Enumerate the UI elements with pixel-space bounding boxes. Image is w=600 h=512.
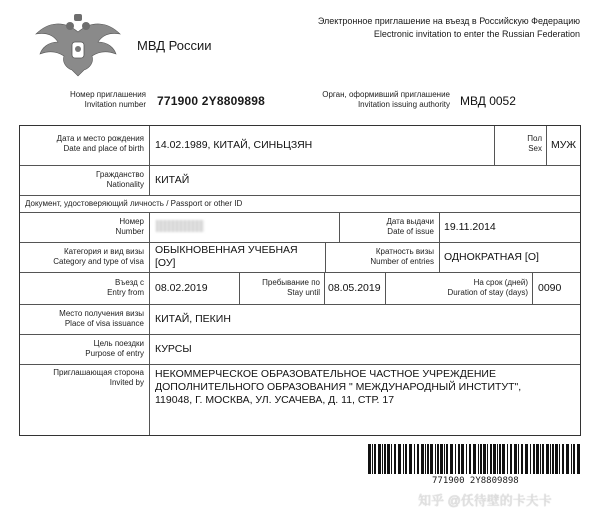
barcode-bar — [437, 444, 439, 474]
barcode-bar — [450, 444, 453, 474]
barcode-bar — [458, 444, 460, 474]
issuance-place-label: Место получения визы Place of visa issuance — [59, 309, 144, 328]
barcode-bar — [398, 444, 401, 474]
barcode-bar — [425, 444, 426, 474]
barcode-bar — [478, 444, 479, 474]
entry-from-label: Въезд с Entry from — [107, 278, 144, 297]
barcode-bar — [530, 444, 531, 474]
barcode-bar — [387, 444, 390, 474]
barcode-bar — [536, 444, 539, 474]
barcode-bar — [540, 444, 541, 474]
invitation-form-table — [19, 125, 581, 436]
authority-title: МВД России — [137, 38, 212, 53]
barcode-bar — [487, 444, 488, 474]
passport-number-label: Номер Number — [115, 217, 144, 236]
barcode-bar — [368, 444, 371, 474]
entries-value: ОДНОКРАТНАЯ [О] — [444, 251, 539, 263]
issue-date-label: Дата выдачи Date of issue — [386, 217, 434, 236]
visa-type-value: ОБЫКНОВЕННАЯ УЧЕБНАЯ [ОУ] — [155, 244, 298, 269]
purpose-value: КУРСЫ — [155, 343, 192, 355]
invitation-number-value: 771900 2Y8809898 — [157, 94, 265, 108]
barcode-bar — [455, 444, 456, 474]
document-title-en: Electronic invitation to enter the Russian Federation — [373, 29, 580, 39]
barcode-bar — [573, 444, 575, 474]
duration-value: 0090 — [538, 282, 562, 294]
barcode-bar — [391, 444, 392, 474]
barcode-bar — [446, 444, 448, 474]
double-headed-eagle-emblem-icon — [34, 12, 122, 82]
inviter-label: Приглашающая сторона Invited by — [53, 368, 144, 387]
barcode-bar — [394, 444, 396, 474]
barcode-bar — [566, 444, 569, 474]
barcode-bar — [414, 444, 415, 474]
birth-label: Дата и место рождения Date and place of birth — [56, 134, 144, 153]
watermark-text: 知乎 @仸待壁的卡夫卡 — [418, 493, 552, 508]
nationality-value: КИТАЙ — [155, 174, 190, 186]
barcode-bar — [497, 444, 498, 474]
barcode-bar — [571, 444, 572, 474]
barcode-bar — [384, 444, 386, 474]
invitation-number-label: Номер приглашения Invitation number — [69, 90, 146, 109]
barcode-bar — [440, 444, 443, 474]
issuance-place-value: КИТАЙ, ПЕКИН — [155, 313, 231, 325]
barcode-bar — [510, 444, 512, 474]
passport-section-header: Документ, удостоверяющий личность / Passport or other ID — [25, 199, 243, 208]
barcode-bar — [480, 444, 482, 474]
barcode-bar — [483, 444, 486, 474]
sex-value: МУЖ — [551, 139, 577, 151]
barcode-bar — [374, 444, 376, 474]
nationality-label: Гражданство Nationality — [96, 170, 144, 189]
birth-value: 14.02.1989, КИТАЙ, СИНЬЦЗЯН — [155, 139, 313, 151]
barcode-bar — [378, 444, 381, 474]
passport-number-redacted — [156, 220, 204, 232]
barcode-bar — [409, 444, 412, 474]
barcode-bar — [382, 444, 383, 474]
issuing-authority-value: МВД 0052 — [460, 94, 516, 108]
stay-until-value: 08.05.2019 — [328, 282, 381, 294]
barcode-bar — [546, 444, 549, 474]
inviter-value: НЕКОММЕРЧЕСКОЕ ОБРАЗОВАТЕЛЬНОЕ ЧАСТНОЕ УЧРЕЖДЕНИЕ ДОПОЛНИТЕЛЬНОГО ОБРАЗОВАНИЯ " МЕЖДУНАРОДНЫЙ ИНСТИТУТ", 119048, Г. МОСКВА, УЛ. УСАЧЕВА, Д. 11, СТР. 17 — [155, 368, 522, 406]
barcode-image — [368, 444, 580, 474]
barcode-bar — [417, 444, 419, 474]
barcode-bar — [525, 444, 528, 474]
stay-until-label: Пребывание по Stay until — [262, 278, 320, 297]
duration-label: На срок (дней) Duration of stay (days) — [447, 278, 528, 297]
barcode-bar — [542, 444, 544, 474]
barcode-bar — [444, 444, 445, 474]
barcode-bar — [405, 444, 407, 474]
issue-date-value: 19.11.2014 — [444, 221, 496, 233]
barcode-bar — [577, 444, 580, 474]
barcode-bar — [507, 444, 508, 474]
barcode-bar — [555, 444, 558, 474]
barcode-bar — [427, 444, 429, 474]
barcode-bar — [550, 444, 551, 474]
purpose-label: Цель поездки Purpose of entry — [85, 339, 144, 358]
barcode-bar — [430, 444, 433, 474]
barcode-bar — [490, 444, 492, 474]
barcode-bar — [473, 444, 476, 474]
sex-label: Пол Sex — [527, 134, 542, 153]
barcode-bar — [552, 444, 554, 474]
barcode-bar — [502, 444, 505, 474]
barcode-bar — [518, 444, 519, 474]
visa-type-label: Категория и вид визы Category and type of visa — [53, 247, 144, 266]
barcode-bar — [521, 444, 523, 474]
barcode-bar — [372, 444, 373, 474]
document-title-ru: Электронное приглашение на въезд в Российскую Федерацию — [317, 16, 580, 26]
barcode-bar — [461, 444, 464, 474]
barcode-bar — [533, 444, 535, 474]
barcode-bar — [403, 444, 404, 474]
barcode-bar — [435, 444, 436, 474]
barcode-bar — [499, 444, 501, 474]
issuing-authority-label: Орган, оформивший приглашение Invitation issuing authority — [322, 90, 450, 109]
barcode-bar — [562, 444, 564, 474]
barcode-bar — [514, 444, 517, 474]
entry-from-value: 08.02.2019 — [155, 282, 208, 294]
barcode-bar — [559, 444, 560, 474]
barcode-number: 771900 2Y8809898 — [432, 476, 519, 486]
barcode-bar — [493, 444, 496, 474]
barcode-bar — [421, 444, 424, 474]
entries-label: Кратность визы Number of entries — [370, 247, 434, 266]
barcode-bar — [466, 444, 467, 474]
barcode-bar — [469, 444, 471, 474]
